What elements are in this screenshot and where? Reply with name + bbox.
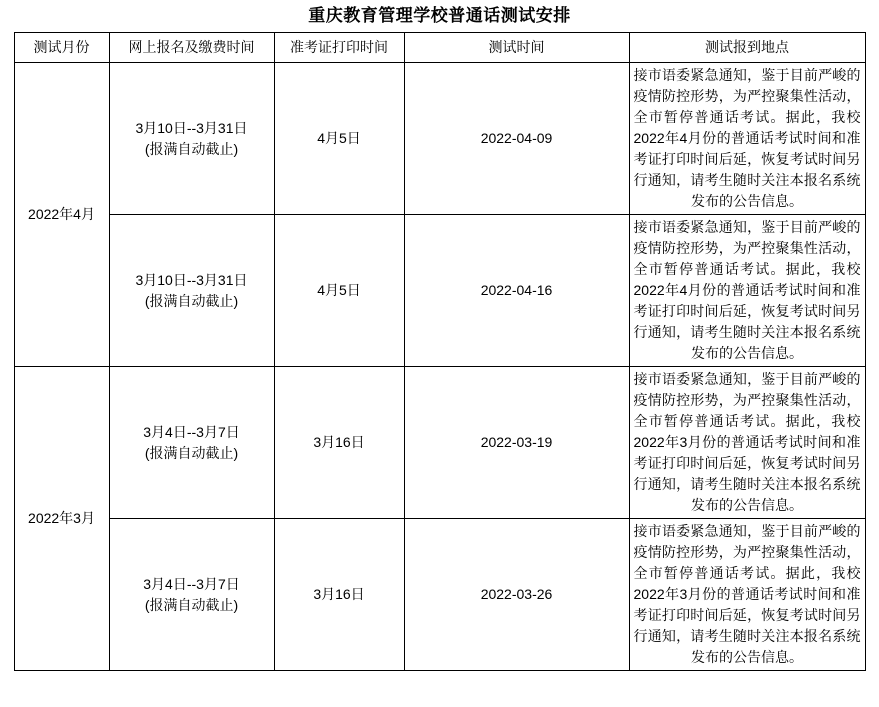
cell-signup-time	[109, 367, 274, 519]
cell-test-time: 2022-03-19	[404, 367, 629, 519]
cell-test-time: 2022-03-26	[404, 519, 629, 671]
signup-note: (报满自动截止)	[144, 292, 239, 309]
report-location-text: 接市语委紧急通知，鉴于目前严峻的疫情防控形势，为严控聚集性活动，全市暂停普通话考试。据此，我校2022年3月份的普通话考试时间和准考证打印时间后延，恢复考试时间另行通知，请考生随时关注本报名系统发布的公告信息。	[633, 371, 861, 513]
column-header-signup-payment-time: 网上报名及缴费时间	[109, 33, 274, 63]
column-header-report-location: 测试报到地点	[629, 33, 865, 63]
column-header-month: 测试月份	[14, 33, 109, 63]
report-location-text: 接市语委紧急通知，鉴于目前严峻的疫情防控形势，为严控聚集性活动，全市暂停普通话考试。据此，我校2022年4月份的普通话考试时间和准考证打印时间后延，恢复考试时间另行通知，请考生随时关注本报名系统发布的公告信息。	[633, 219, 861, 361]
cell-report-location	[629, 63, 865, 215]
cell-test-time: 2022-04-16	[404, 215, 629, 367]
report-location-text: 接市语委紧急通知，鉴于目前严峻的疫情防控形势，为严控聚集性活动，全市暂停普通话考试。据此，我校2022年4月份的普通话考试时间和准考证打印时间后延，恢复考试时间另行通知，请考生随时关注本报名系统发布的公告信息。	[633, 67, 861, 209]
column-header-admission-ticket-print-time: 准考证打印时间	[274, 33, 404, 63]
cell-ticket-print-time: 4月5日	[274, 215, 404, 367]
cell-signup-time	[109, 63, 274, 215]
cell-report-location	[629, 215, 865, 367]
table-row	[14, 63, 865, 215]
table-row	[14, 519, 865, 671]
cell-month: 2022年3月	[14, 367, 109, 671]
report-location-text: 接市语委紧急通知，鉴于目前严峻的疫情防控形势，为严控聚集性活动，全市暂停普通话考试。据此，我校2022年3月份的普通话考试时间和准考证打印时间后延，恢复考试时间另行通知，请考生随时关注本报名系统发布的公告信息。	[633, 523, 861, 665]
cell-test-time: 2022-04-09	[404, 63, 629, 215]
pronunciation-test-schedule-table	[14, 32, 866, 671]
table-row	[14, 215, 865, 367]
cell-month: 2022年4月	[14, 63, 109, 367]
column-header-test-time: 测试时间	[404, 33, 629, 63]
signup-date-range: 3月4日--3月7日	[143, 423, 240, 440]
cell-ticket-print-time: 3月16日	[274, 367, 404, 519]
cell-ticket-print-time: 3月16日	[274, 519, 404, 671]
page-title: 重庆教育管理学校普通话测试安排	[308, 6, 571, 25]
cell-ticket-print-time: 4月5日	[274, 63, 404, 215]
signup-note: (报满自动截止)	[144, 444, 239, 461]
cell-report-location	[629, 519, 865, 671]
signup-note: (报满自动截止)	[144, 596, 239, 613]
table-row	[14, 367, 865, 519]
signup-date-range: 3月10日--3月31日	[135, 119, 248, 136]
cell-report-location	[629, 367, 865, 519]
table-header-row	[14, 33, 865, 63]
signup-date-range: 3月10日--3月31日	[135, 271, 248, 288]
signup-note: (报满自动截止)	[144, 140, 239, 157]
cell-signup-time	[109, 519, 274, 671]
cell-signup-time	[109, 215, 274, 367]
signup-date-range: 3月4日--3月7日	[143, 575, 240, 592]
